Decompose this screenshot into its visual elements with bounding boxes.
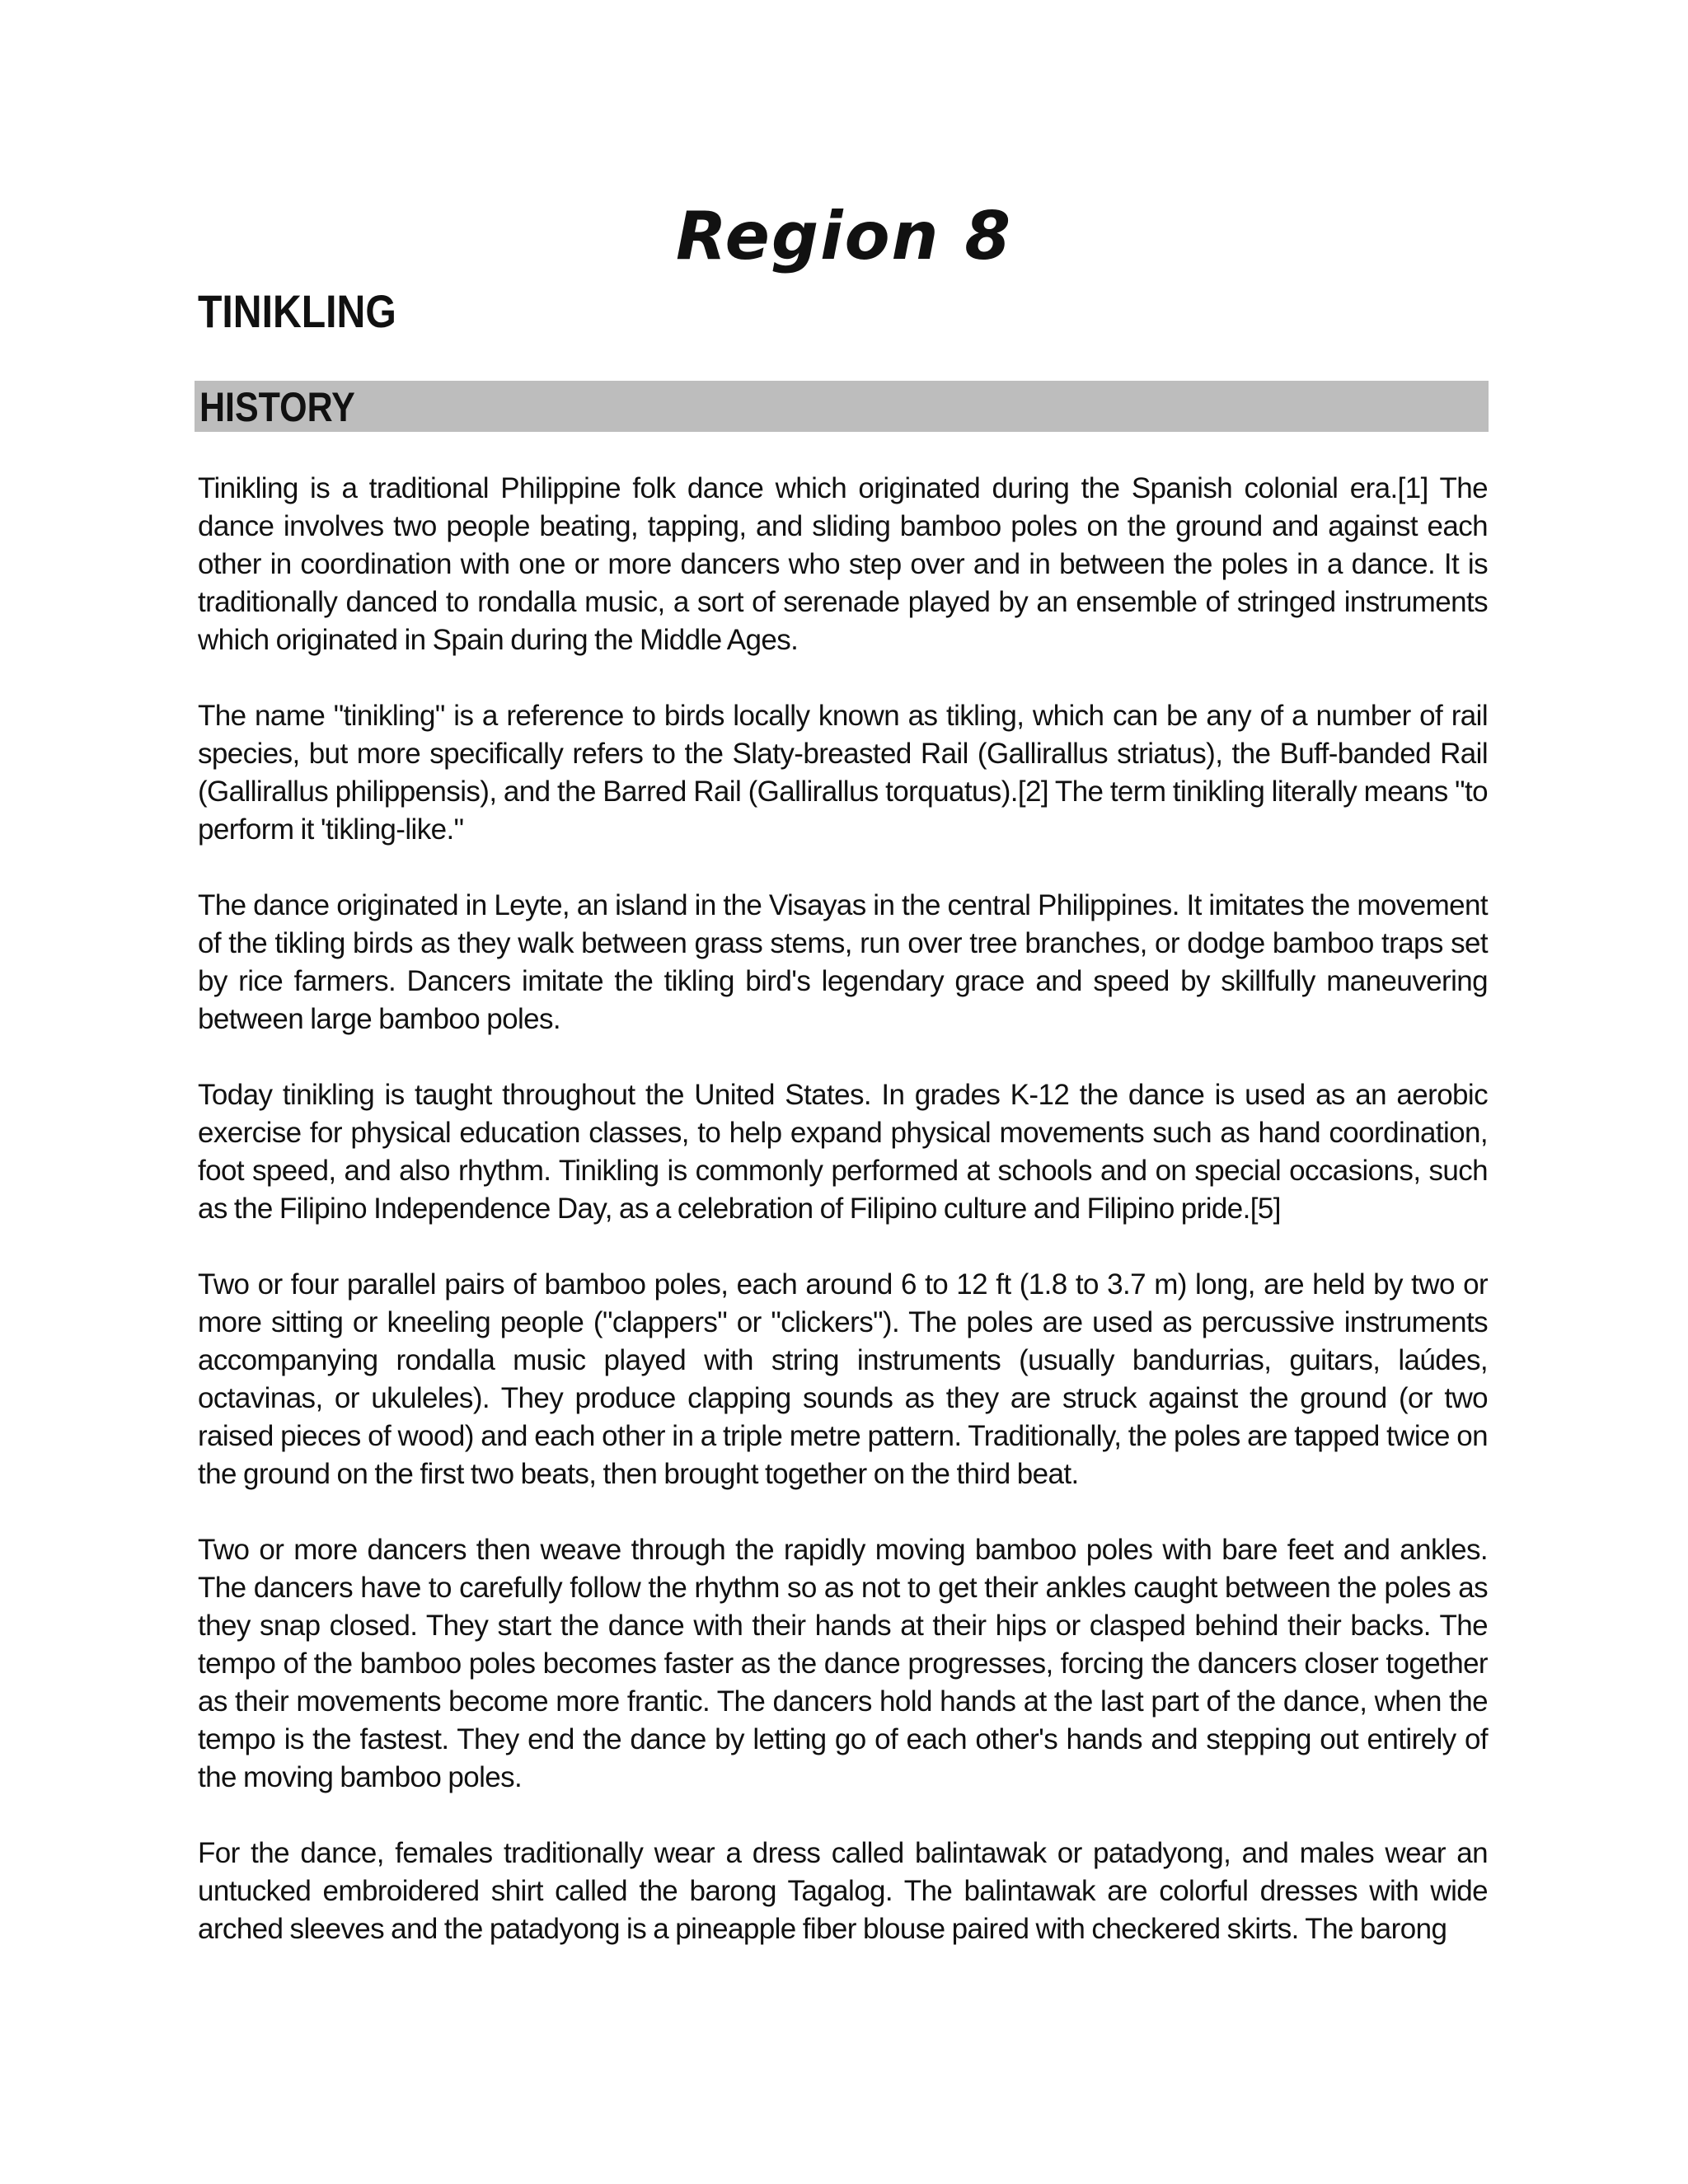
region-title: Region 8 — [676, 198, 1012, 274]
paragraph: The name "tinikling" is a reference to birds locally known as tikling, which can be any of a number of rail species, but more specifically refers to the Slaty-breasted Rail (Gallirallus striatus), the Buff-banded Rail (Gallirallus philippensis), and the Barred Rail (Gallirallus torquatus).[2] The term tinikling literally means "to perform it 'tikling-like." — [198, 700, 1488, 846]
paragraph: The dance originated in Leyte, an island in the Visayas in the central Philippines. It imitates the movement of the tikling birds as they walk between grass stems, run over tree branches, or dodge bamboo traps set by rice farmers. Dancers imitate the tikling bird's legendary grace and speed by skillfully maneuvering between large bamboo poles. — [198, 889, 1488, 1035]
paragraph: Two or four parallel pairs of bamboo poles, each around 6 to 12 ft (1.8 to 3.7 m) long, are held by two or more sitting or kneeling people ("clappers" or "clickers"). The poles are used as percussive instruments accompanying rondalla music played with string instruments (usually bandurrias, guitars, laúdes, octavinas, or ukuleles). They produce clapping sounds as they are struck against the ground (or two raised pieces of wood) and each other in a triple metre pattern. Traditionally, the poles are tapped twice on the ground on the first two beats, then brought together on the third beat. — [198, 1268, 1488, 1490]
paragraph: Two or more dancers then weave through the rapidly moving bamboo poles with bare feet and ankles. The dancers have to carefully follow the rhythm so as not to get their ankles caught between the poles as they snap closed. They start the dance with their hands at their hips or clasped behind their backs. The tempo of the bamboo poles becomes faster as the dance progresses, forcing the dancers closer together as their movements become more frantic. The dancers hold hands at the last part of the dance, when the tempo is the fastest. They end the dance by letting go of each other's hands and stepping out entirely of the moving bamboo poles. — [198, 1534, 1488, 1793]
dance-title: TINIKLING — [198, 285, 396, 337]
paragraph: For the dance, females traditionally wear a dress called balintawak or patadyong, and males wear an untucked embroidered shirt called the barong Tagalog. The balintawak are colorful dresses with wide arched sleeves and the patadyong is a pineapple fiber blouse paired with checkered skirts. The barong — [198, 1837, 1488, 1945]
history-body — [198, 470, 1488, 1986]
paragraph: Tinikling is a traditional Philippine folk dance which originated during the Spanish colonial era.[1] The dance involves two people beating, tapping, and sliding bamboo poles on the ground and against each other in coordination with one or more dancers who step over and in between the poles in a dance. It is traditionally danced to rondalla music, a sort of serenade played by an ensemble of stringed instruments which originated in Spain during the Middle Ages. — [198, 472, 1488, 656]
paragraph: Today tinikling is taught throughout the United States. In grades K-12 the dance is used as an aerobic exercise for physical education classes, to help expand physical movements such as hand coordination, foot speed, and also rhythm. Tinikling is commonly performed at schools and on special occasions, such as the Filipino Independence Day, as a celebration of Filipino culture and Filipino pride.[5] — [198, 1079, 1488, 1225]
section-header-bar — [195, 381, 1489, 432]
section-title: HISTORY — [199, 384, 355, 430]
